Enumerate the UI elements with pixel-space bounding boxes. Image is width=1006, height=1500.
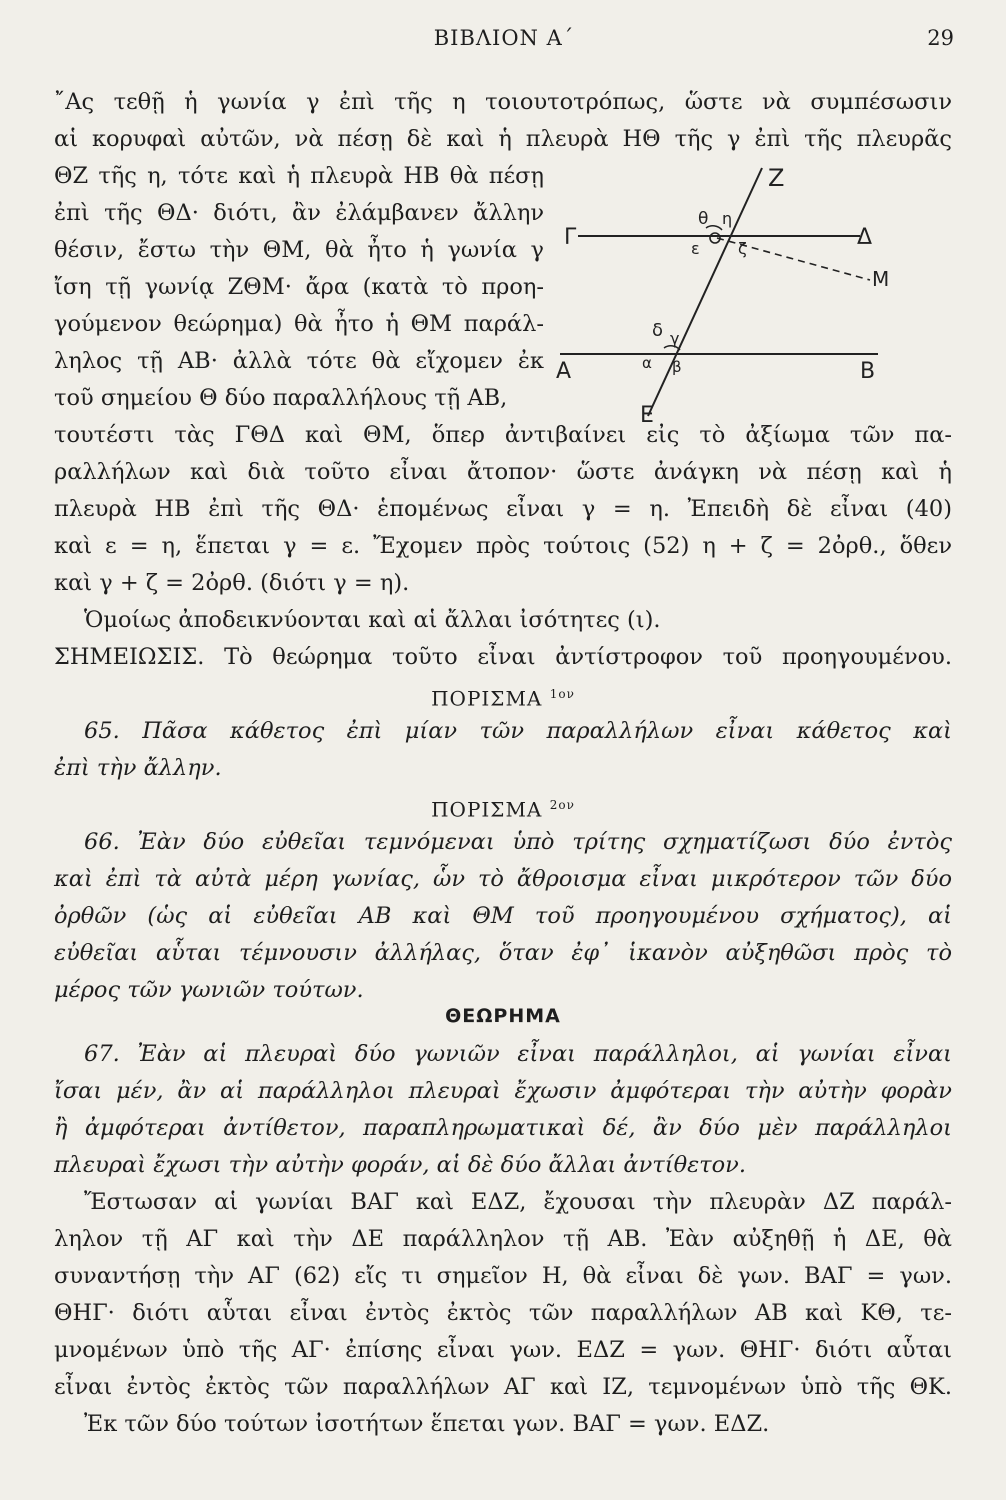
text-line: καὶ ε = η, ἕπεται γ = ε. Ἔχομεν πρὸς τούτοις (52) η + ζ = 2ὀρθ., ὅθεν [54, 533, 952, 559]
theorem-statement-line: 67. Ἐὰν αἱ πλευραὶ δύο γωνιῶν εἶναι παράλληλοι, αἱ γωνίαι εἶναι [84, 1041, 952, 1067]
parallel-lines-figure [556, 158, 960, 428]
porisma-1-line: 65. Πᾶσα κάθετος ἐπὶ μίαν τῶν παραλλήλων εἶναι κάθετος καὶ [84, 718, 952, 744]
label-theta: θ [698, 209, 709, 229]
text-line: γούμενον θεώρημα) θὰ ἦτο ἡ ΘΜ παράλ- [54, 311, 544, 337]
page-number: 29 [927, 26, 954, 50]
proof-line: μνομένων ὑπὸ τῆς ΑΓ· ἐπίσης εἶναι γων. ΕΔΖ = γων. ΘΗΓ· διότι αὗται [54, 1337, 952, 1363]
porisma-2-title: ΠΟΡΙΣΜΑ [431, 797, 543, 822]
label-zeta: ζ [738, 239, 747, 258]
proof-line: ληλον τῇ ΑΓ καὶ τὴν ΔΕ παράλληλον τῇ ΑΒ. Ἐὰν αὐξηθῇ ἡ ΔΕ, θὰ [54, 1226, 952, 1252]
theorem-statement-line: πλευραὶ ἔχωσι τὴν αὐτὴν φοράν, αἱ δὲ δύο ἄλλαι ἀντίθετον. [54, 1152, 747, 1178]
proof-line: Ἔστωσαν αἱ γωνίαι ΒΑΓ καὶ ΕΔΖ, ἔχουσαι τὴν πλευρὰν ΔΖ παράλ- [84, 1189, 952, 1215]
porisma-2-number: 2ον [549, 798, 575, 812]
label-epsilon: ε [691, 239, 700, 258]
text-line: αἱ κορυφαὶ αὐτῶν, νὰ πέσῃ δὲ καὶ ἡ πλευρὰ ΗΘ τῆς γ ἐπὶ τῆς πλευρᾶς [54, 126, 952, 152]
theorem-statement-line: ἴσαι μέν, ἂν αἱ παράλληλοι πλευραὶ ἔχωσιν ἀμφότεραι τὴν αὐτὴν φορὰν [54, 1078, 952, 1104]
porisma-1-line: ἐπὶ τὴν ἄλλην. [54, 755, 222, 781]
chapter-title: ΒΙΒΛΙΟΝ Α΄ [433, 26, 575, 50]
porisma-2-line: 66. Ἐὰν δύο εὐθεῖαι τεμνόμεναι ὑπὸ τρίτης σχηματίζωσι δύο ἐντὸς [84, 829, 952, 855]
proof-line: συναντήσῃ τὴν ΑΓ (62) εἴς τι σημεῖον Η, θὰ εἶναι δὲ γων. ΒΑΓ = γων. [54, 1263, 952, 1289]
theorem-heading: ΘΕΩΡΗΜΑ [445, 1005, 561, 1027]
label-m: M [872, 267, 890, 291]
label-gamma: Γ [564, 225, 577, 250]
text-line: Ὁμοίως ἀποδεικνύονται καὶ αἱ ἄλλαι ἰσότητες (ι). [84, 607, 661, 633]
text-line: ἴση τῇ γωνίᾳ ΖΘΜ· ἄρα (κατὰ τὸ προη- [54, 274, 544, 300]
label-e: E [640, 403, 654, 428]
label-delta-angle: δ [652, 320, 664, 341]
text-line: θέσιν, ἔστω τὴν ΘΜ, θὰ ἦτο ἡ γωνία γ [54, 237, 544, 263]
text-line: τοῦ σημείου Θ δύο παραλλήλους τῇ ΑΒ, [54, 385, 508, 411]
text-line: ῎Ας τεθῇ ἡ γωνία γ ἐπὶ τῆς η τοιουτοτρόπως, ὥστε νὰ συμπέσωσιν [54, 89, 952, 115]
text-line: καὶ γ + ζ = 2ὀρθ. (διότι γ = η). [54, 570, 410, 596]
porisma-2-heading [54, 787, 952, 824]
running-head [54, 26, 954, 60]
text-line: ληλος τῇ ΑΒ· ἀλλὰ τότε θὰ εἴχομεν ἐκ [54, 348, 544, 374]
theorem-statement-line: ἢ ἀμφότεραι ἀντίθετον, παραπληρωματικαὶ δέ, ἂν δύο μὲν παράλληλοι [54, 1115, 952, 1141]
proof-line: εἶναι ἐντὸς ἐκτὸς τῶν παραλλήλων ΑΓ καὶ ΙΖ, τεμνομένων ὑπὸ τῆς ΘΚ. [54, 1374, 952, 1400]
label-z: Z [768, 164, 785, 192]
porisma-2-line: καὶ ἐπὶ τὰ αὐτὰ μέρη γωνίας, ὧν τὸ ἄθροισμα εἶναι μικρότερον τῶν δύο [54, 866, 952, 892]
text-line: ραλλήλων καὶ διὰ τοῦτο εἶναι ἄτοπον· ὥστε ἀνάγκη νὰ πέσῃ καὶ ἡ [54, 459, 952, 485]
transversal-z-e [648, 168, 762, 416]
label-b: B [860, 359, 876, 384]
porisma-2-line: μέρος τῶν γωνιῶν τούτων. [54, 977, 364, 1003]
label-delta: Δ [857, 225, 873, 250]
label-beta: β [672, 358, 682, 376]
text-line: τουτέστι τὰς ΓΘΔ καὶ ΘΜ, ὅπερ ἀντιβαίνει εἰς τὸ ἀξίωμα τῶν πα- [54, 422, 952, 448]
porisma-2-line: εὐθεῖαι αὗται τέμνουσιν ἀλλήλας, ὅταν ἐφ᾽ ἱκανὸν αὐξηθῶσι πρὸς τὸ [54, 940, 952, 966]
label-alpha: α [642, 354, 652, 372]
text-line: πλευρὰ ΗΒ ἐπὶ τῆς ΘΔ· ἑπομένως εἶναι γ = η. Ἐπειδὴ δὲ εἶναι (40) [54, 496, 952, 522]
label-eta: η [722, 209, 733, 228]
text-line: ἐπὶ τῆς ΘΔ· διότι, ἂν ἐλάμβανεν ἄλλην [54, 200, 544, 226]
label-a: A [556, 359, 572, 384]
porisma-1-heading [54, 676, 952, 713]
porisma-2-line: ὀρθῶν (ὡς αἱ εὐθεῖαι ΑΒ καὶ ΘΜ τοῦ προηγουμένου σχήματος), αἱ [54, 903, 952, 929]
label-gamma-angle: γ [670, 329, 680, 348]
porisma-1-title: ΠΟΡΙΣΜΑ [431, 686, 543, 711]
proof-line: Ἐκ τῶν δύο τούτων ἰσοτήτων ἕπεται γων. ΒΑΓ = γων. ΕΔΖ. [84, 1411, 770, 1437]
proof-line: ΘΗΓ· διότι αὗται εἶναι ἐντὸς ἐκτὸς τῶν παραλλήλων ΑΒ καὶ ΚΘ, τε- [54, 1300, 952, 1326]
note-line: ΣΗΜΕΙΩΣΙΣ. Τὸ θεώρημα τοῦτο εἶναι ἀντίστροφον τοῦ προηγουμένου. [54, 644, 952, 670]
text-line: ΘΖ τῆς η, τότε καὶ ἡ πλευρὰ ΗΒ θὰ πέσῃ [54, 163, 544, 189]
porisma-1-number: 1ον [549, 687, 575, 701]
